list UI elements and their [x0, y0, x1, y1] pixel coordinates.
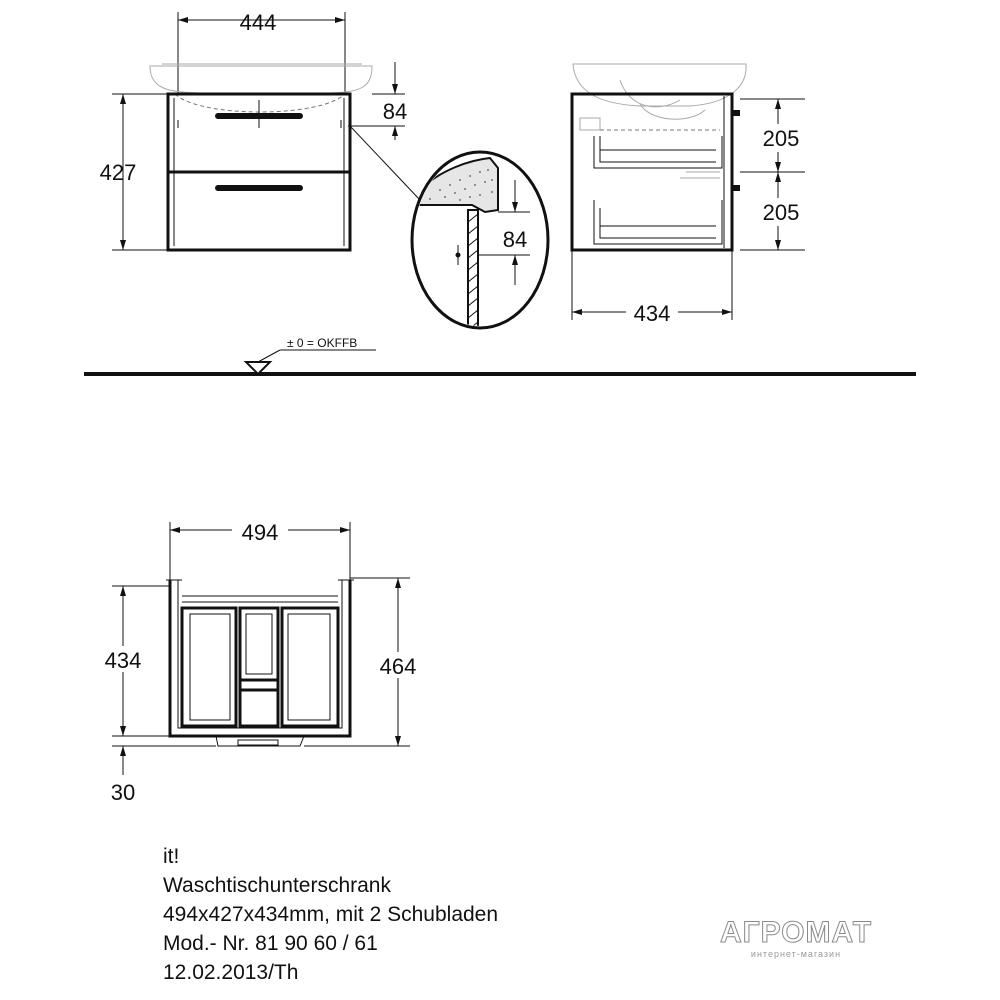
product-caption — [163, 842, 498, 987]
lower-drawer-handle — [215, 185, 303, 191]
top-view — [98, 518, 424, 805]
side-depth-dimension: 434 — [633, 301, 671, 326]
lower-drawer-dimension: 205 — [762, 200, 800, 225]
front-view — [100, 10, 420, 250]
caption-dimensions: 494x427x434mm, mit 2 Schubladen — [163, 903, 499, 926]
watermark-subtitle: интернет-магазин — [750, 949, 842, 959]
upper-drawer-dimension: 205 — [762, 126, 800, 151]
detail-view — [410, 152, 548, 340]
front-height-dimension: 427 — [99, 160, 137, 185]
siphon-offset-dimension: 30 — [110, 780, 136, 805]
watermark-brand: АГРОМАТ — [719, 916, 873, 949]
top-width-dimension: 494 — [241, 520, 279, 545]
top-depth-dimension: 434 — [104, 648, 142, 673]
detail-offset-dimension: 84 — [502, 227, 528, 252]
top-total-depth-dimension: 464 — [379, 654, 417, 679]
side-washbasin-outline — [573, 64, 746, 106]
cabinet-top-outline — [170, 580, 350, 736]
side-view — [572, 64, 805, 326]
floor-reference-label: ± 0 = OKFFB — [287, 336, 358, 350]
watermark-logo — [706, 918, 886, 960]
caption-product-name: Waschtischunterschrank — [163, 874, 391, 897]
front-width-dimension: 444 — [239, 10, 277, 35]
floor-reference — [84, 336, 916, 374]
caption-series: it! — [163, 845, 180, 868]
caption-model-number: Mod.- Nr. 81 90 60 / 61 — [163, 932, 378, 955]
front-basin-offset-dimension: 84 — [382, 99, 408, 124]
caption-date: 12.02.2013/Th — [163, 961, 299, 984]
washbasin-outline — [150, 66, 372, 93]
